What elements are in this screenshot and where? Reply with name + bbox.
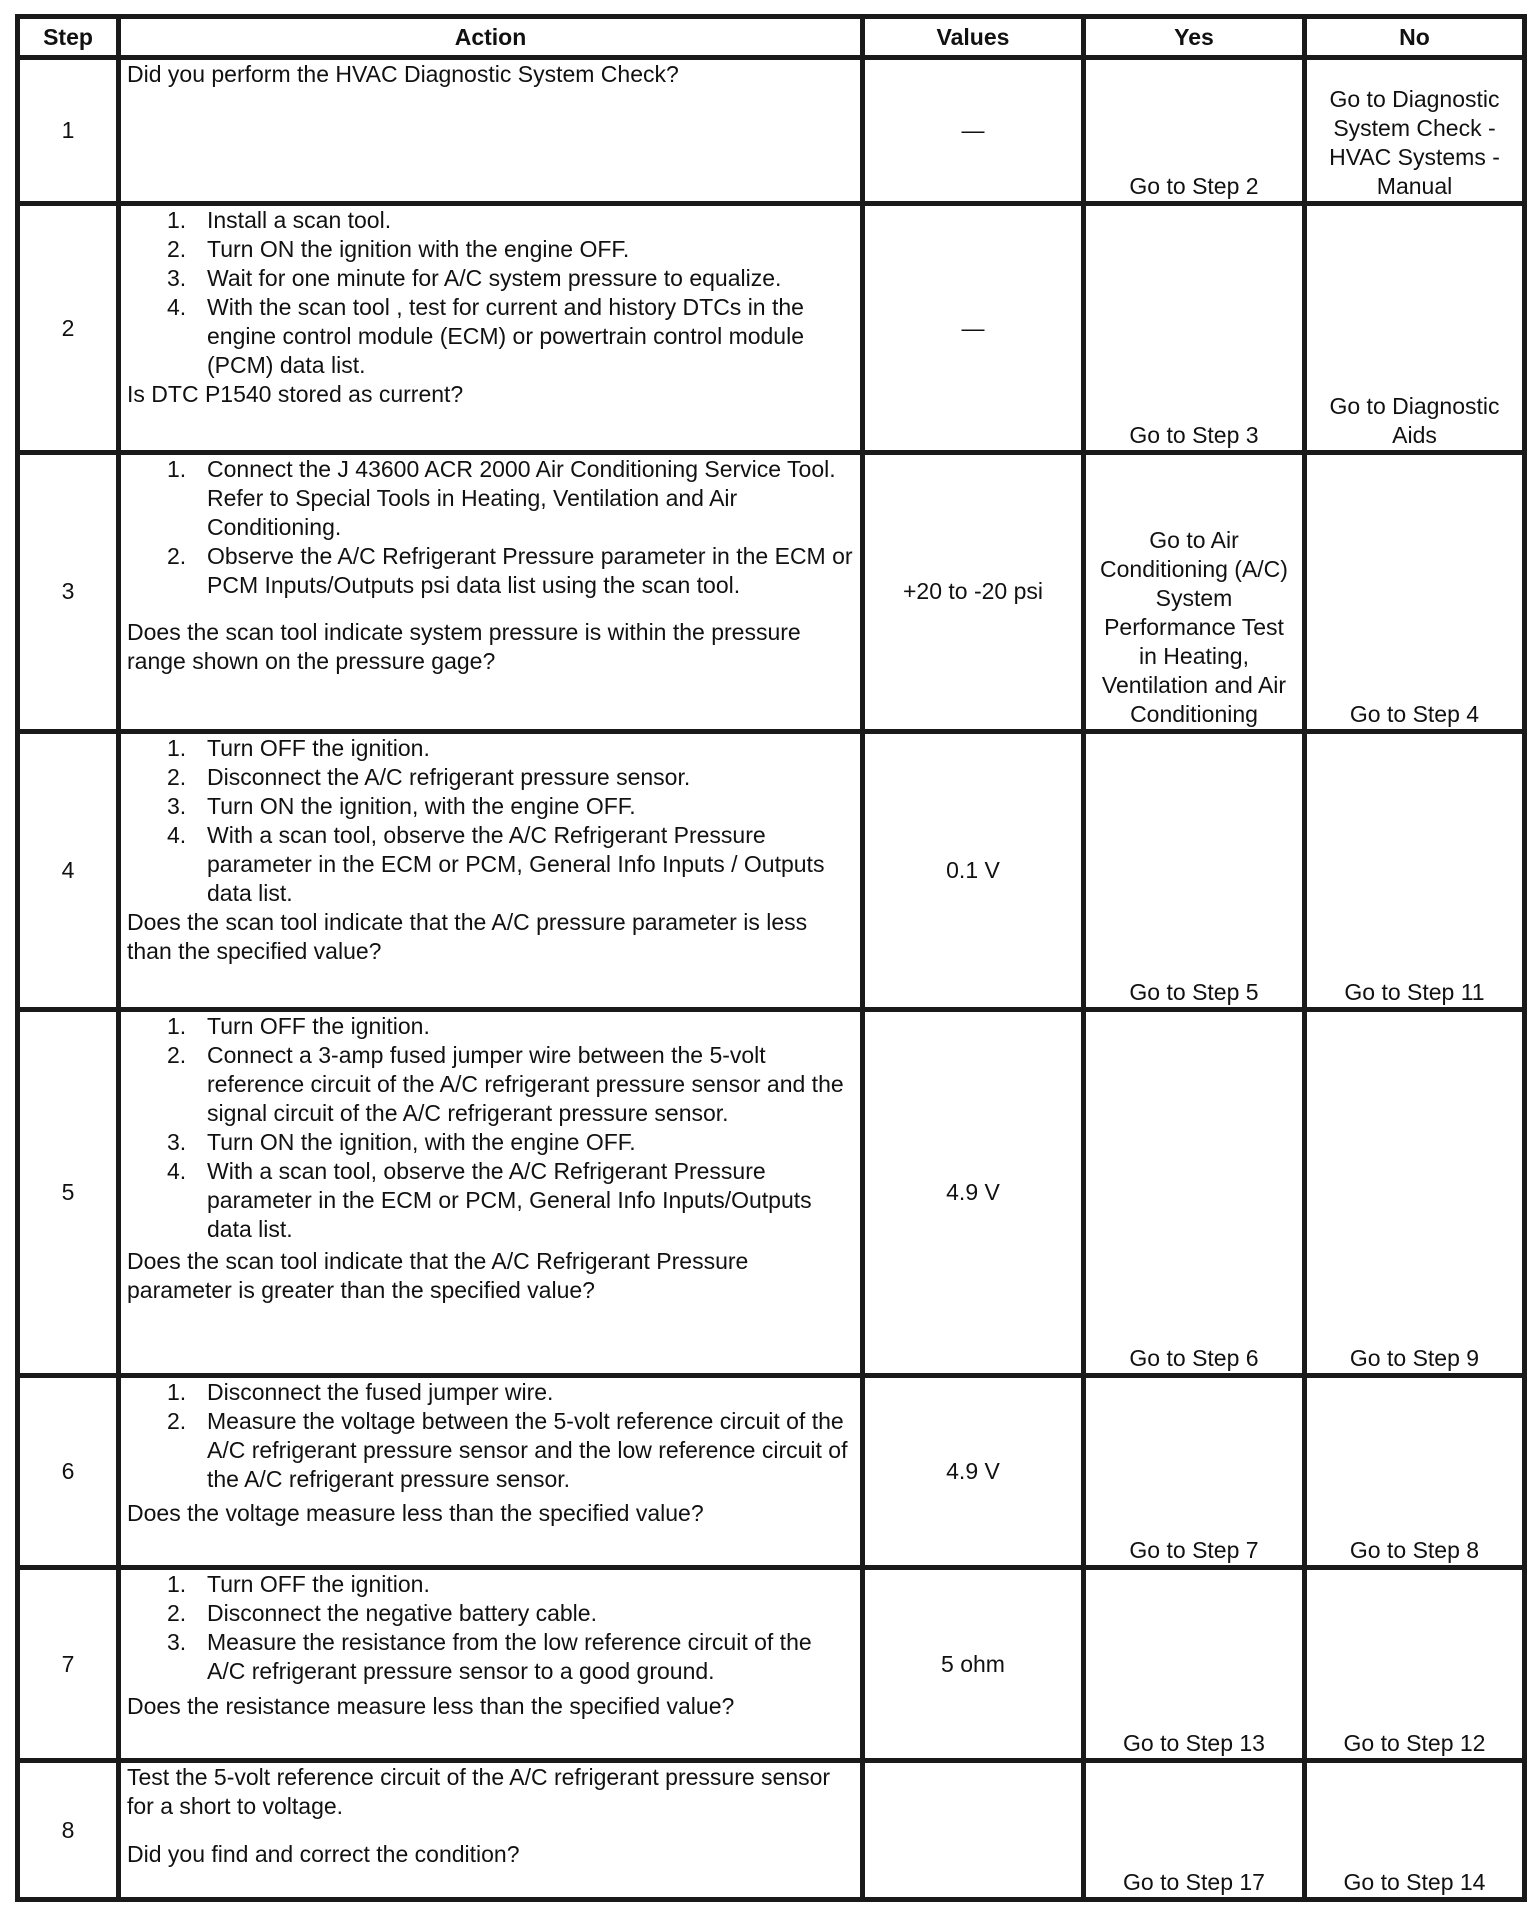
action-step-text: Turn ON the ignition, with the engine OFF. — [207, 792, 636, 819]
action-step-number: 2. — [167, 1407, 187, 1434]
action-step-item — [127, 821, 854, 908]
value-cell: 5 ohm — [865, 1570, 1081, 1758]
action-step-item — [127, 1599, 854, 1628]
no-action-link[interactable]: Go to Diagnostic System Check - HVAC Systems - Manual — [1307, 60, 1522, 201]
diagnostic-table — [15, 14, 1527, 1902]
table-body — [20, 60, 1522, 1897]
action-step-item — [127, 1157, 854, 1244]
no-action-link[interactable]: Go to Step 11 — [1307, 734, 1522, 1007]
action-steps-list — [127, 206, 854, 380]
step-number: 2 — [20, 206, 116, 450]
action-step-text: Disconnect the fused jumper wire. — [207, 1378, 554, 1405]
action-step-number: 1. — [167, 734, 187, 761]
action-step-number: 1. — [167, 456, 187, 483]
no-action-link[interactable]: Go to Step 14 — [1307, 1763, 1522, 1897]
step-number: 8 — [20, 1763, 116, 1897]
action-step-text: Turn ON the ignition, with the engine OFF. — [207, 1128, 636, 1155]
table-row — [20, 734, 1522, 1007]
header-step: Step — [20, 19, 116, 55]
action-step-item — [127, 264, 854, 293]
action-question: Does the scan tool indicate that the A/C Refrigerant Pressure parameter is greater than the specified value? — [127, 1247, 749, 1303]
action-step-number: 3. — [167, 1128, 187, 1155]
action-step-item — [127, 1628, 854, 1686]
action-step-text: Connect the J 43600 ACR 2000 Air Conditioning Service Tool. Refer to Special Tools in Heating, Ventilation and Air Conditioning. — [207, 456, 836, 541]
action-step-number: 1. — [167, 1378, 187, 1405]
action-question: Is DTC P1540 stored as current? — [127, 380, 464, 407]
action-step-item — [127, 455, 854, 542]
action-step-item — [127, 542, 854, 600]
action-step-number: 1. — [167, 206, 187, 233]
action-step-item — [127, 1570, 854, 1599]
table-row — [20, 206, 1522, 450]
action-step-text: Turn ON the ignition with the engine OFF. — [207, 235, 630, 262]
action-step-number: 3. — [167, 264, 187, 291]
value-cell: — — [865, 206, 1081, 450]
action-step-text: Observe the A/C Refrigerant Pressure parameter in the ECM or PCM Inputs/Outputs psi data list using the scan tool. — [207, 543, 853, 599]
action-step-item — [127, 235, 854, 264]
no-action-link[interactable]: Go to Step 8 — [1307, 1378, 1522, 1565]
action-step-text: With the scan tool , test for current and history DTCs in the engine control module (ECM) or powertrain control module (PCM) data list. — [207, 293, 805, 378]
action-cell — [121, 1012, 860, 1373]
header-row — [20, 19, 1522, 55]
value-cell: 4.9 V — [865, 1012, 1081, 1373]
action-step-text: Disconnect the A/C refrigerant pressure sensor. — [207, 763, 691, 790]
action-steps-list — [127, 734, 854, 908]
step-number: 1 — [20, 60, 116, 201]
table-row — [20, 1570, 1522, 1758]
action-step-text: With a scan tool, observe the A/C Refrigerant Pressure parameter in the ECM or PCM, General Info Inputs / Outputs data list. — [207, 821, 825, 906]
action-step-number: 2. — [167, 543, 187, 570]
action-question: Does the scan tool indicate system pressure is within the pressure range shown on the pressure gage? — [127, 619, 801, 675]
no-action-link[interactable]: Go to Step 12 — [1307, 1570, 1522, 1758]
action-instruction: Did you perform the HVAC Diagnostic System Check? — [127, 61, 679, 87]
action-step-item — [127, 792, 854, 821]
action-steps-list — [127, 1570, 854, 1686]
table-row — [20, 60, 1522, 201]
action-question: Does the resistance measure less than the specified value? — [127, 1692, 735, 1719]
action-question: Does the voltage measure less than the specified value? — [127, 1499, 704, 1526]
action-cell — [121, 1378, 860, 1565]
yes-action-link[interactable]: Go to Air Conditioning (A/C) System Performance Test in Heating, Ventilation and Air Conditioning — [1086, 455, 1302, 728]
action-step-item — [127, 1012, 854, 1041]
value-cell: +20 to -20 psi — [865, 455, 1081, 728]
header-yes: Yes — [1086, 19, 1302, 55]
no-action-link[interactable]: Go to Step 4 — [1307, 455, 1522, 728]
yes-action-link[interactable]: Go to Step 5 — [1086, 734, 1302, 1007]
action-step-item — [127, 763, 854, 792]
action-step-text: Measure the voltage between the 5-volt reference circuit of the A/C refrigerant pressure sensor and the low reference circuit of the A/C refrigerant pressure sensor. — [207, 1407, 848, 1492]
value-cell: 4.9 V — [865, 1378, 1081, 1565]
action-step-text: With a scan tool, observe the A/C Refrigerant Pressure parameter in the ECM or PCM, General Info Inputs/Outputs data list. — [207, 1157, 812, 1242]
action-steps-list — [127, 1378, 854, 1494]
yes-action-link[interactable]: Go to Step 7 — [1086, 1378, 1302, 1565]
action-step-number: 1. — [167, 1012, 187, 1039]
value-cell: — — [865, 60, 1081, 201]
step-number: 6 — [20, 1378, 116, 1565]
action-step-item — [127, 1378, 854, 1407]
header-action: Action — [121, 19, 860, 55]
no-action-link[interactable]: Go to Diagnostic Aids — [1307, 206, 1522, 450]
yes-action-link[interactable]: Go to Step 13 — [1086, 1570, 1302, 1758]
action-step-number: 4. — [167, 1157, 187, 1184]
action-step-item — [127, 293, 854, 380]
yes-action-link[interactable]: Go to Step 17 — [1086, 1763, 1302, 1897]
action-step-text: Connect a 3-amp fused jumper wire between the 5-volt reference circuit of the A/C refrigerant pressure sensor and the signal circuit of the A/C refrigerant pressure sensor. — [207, 1041, 844, 1126]
action-step-item — [127, 734, 854, 763]
yes-action-link[interactable]: Go to Step 3 — [1086, 206, 1302, 450]
yes-action-link[interactable]: Go to Step 2 — [1086, 60, 1302, 201]
action-step-item — [127, 206, 854, 235]
action-step-text: Turn OFF the ignition. — [207, 734, 430, 761]
action-step-text: Measure the resistance from the low reference circuit of the A/C refrigerant pressure sensor to a good ground. — [207, 1628, 812, 1684]
step-number: 7 — [20, 1570, 116, 1758]
action-step-text: Disconnect the negative battery cable. — [207, 1599, 597, 1626]
action-step-number: 2. — [167, 1041, 187, 1068]
action-question: Did you find and correct the condition? — [127, 1841, 520, 1868]
action-step-number: 4. — [167, 293, 187, 320]
action-step-text: Turn OFF the ignition. — [207, 1012, 430, 1039]
value-cell — [865, 1763, 1081, 1897]
yes-action-link[interactable]: Go to Step 6 — [1086, 1012, 1302, 1373]
action-step-number: 2. — [167, 1599, 187, 1626]
action-step-text: Install a scan tool. — [207, 206, 392, 233]
table-row — [20, 455, 1522, 728]
action-cell — [121, 734, 860, 1007]
action-step-text: Wait for one minute for A/C system pressure to equalize. — [207, 264, 782, 291]
header-no: No — [1307, 19, 1522, 55]
action-cell — [121, 1570, 860, 1758]
action-question: Does the scan tool indicate that the A/C pressure parameter is less than the specified value? — [127, 908, 808, 964]
step-number: 3 — [20, 455, 116, 728]
action-cell — [121, 1763, 860, 1897]
header-values: Values — [865, 19, 1081, 55]
action-step-item — [127, 1407, 854, 1494]
action-step-number: 4. — [167, 821, 187, 848]
table-row — [20, 1012, 1522, 1373]
action-instruction: Test the 5-volt reference circuit of the A/C refrigerant pressure sensor for a short to voltage. — [127, 1764, 831, 1820]
action-cell — [121, 455, 860, 728]
action-step-number: 2. — [167, 763, 187, 790]
action-step-number: 1. — [167, 1570, 187, 1597]
action-step-text: Turn OFF the ignition. — [207, 1570, 430, 1597]
value-cell: 0.1 V — [865, 734, 1081, 1007]
action-step-number: 3. — [167, 792, 187, 819]
action-step-item — [127, 1128, 854, 1157]
action-step-number: 3. — [167, 1628, 187, 1655]
action-step-number: 2. — [167, 235, 187, 262]
step-number: 4 — [20, 734, 116, 1007]
table-row — [20, 1763, 1522, 1897]
action-steps-list — [127, 455, 854, 600]
action-steps-list — [127, 1012, 854, 1244]
no-action-link[interactable]: Go to Step 9 — [1307, 1012, 1522, 1373]
step-number: 5 — [20, 1012, 116, 1373]
action-cell — [121, 60, 860, 201]
action-step-item — [127, 1041, 854, 1128]
action-cell — [121, 206, 860, 450]
table-row — [20, 1378, 1522, 1565]
